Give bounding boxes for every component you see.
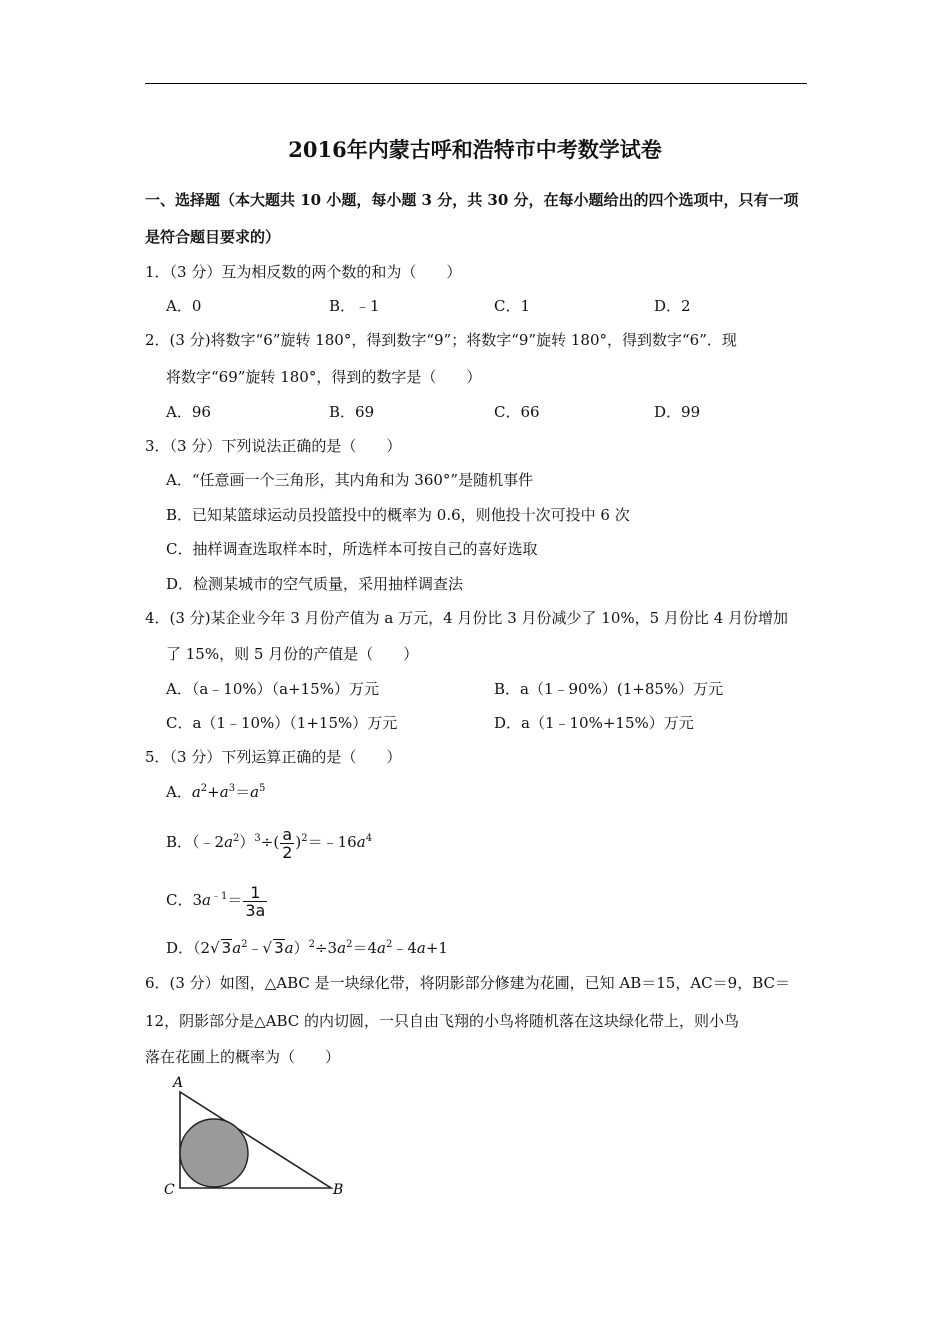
q1-option-c: C．1 (494, 297, 531, 315)
q3-stem: 3．（3 分）下列说法正确的是（ ） (145, 437, 402, 455)
sqrt-symbol-icon: √ (210, 939, 220, 957)
q2-option-c: C．66 (494, 403, 540, 421)
q4-option-d: D．a（1﹣10%+15%）万元 (494, 714, 694, 732)
q3-option-d: D．检测某城市的空气质量，采用抽样调查法 (166, 575, 464, 593)
q3-option-b: B．已知某篮球运动员投篮投中的概率为 0.6，则他投十次可投中 6 次 (166, 506, 630, 524)
vertex-label-b: B (333, 1182, 344, 1198)
section-heading-line1: 一、选择题（本大题共 10 小题，每小题 3 分，共 30 分，在每小题给出的四个选项中，只有一项 (145, 191, 799, 209)
q2-stem-line2: 将数字“69”旋转 180°，得到的数字是（ ） (166, 368, 482, 386)
q3-option-c: C．抽样调查选取样本时，所选样本可按自己的喜好选取 (166, 540, 538, 558)
q6-stem-line2: 12，阴影部分是△ABC 的内切圆，一只自由飞翔的小鸟将随机落在这块绿化带上，则小鸟 (145, 1012, 740, 1030)
q4-option-c: C．a（1﹣10%）（1+15%）万元 (166, 714, 398, 732)
q3-option-a: A．“任意画一个三角形，其内角和为 360°”是随机事件 (166, 471, 534, 489)
sqrt-symbol-icon: √ (262, 939, 273, 957)
q2-option-d: D．99 (654, 403, 701, 421)
q5-option-d: D．（2√ $3a^2﹣√$ $3a)^2\div 3a^2=4a^2﹣4a+1$ (166, 939, 448, 957)
q5-option-a: A．$a^2+a^3=a^5$ (166, 783, 266, 801)
q4-option-a: A．（a﹣10%）（a+15%）万元 (166, 680, 379, 698)
q2-option-b: B．69 (329, 403, 375, 421)
q1-option-a: A．0 (166, 297, 202, 315)
fraction-a-over-2: $\frac{a}{2}$ (282, 824, 293, 862)
vertex-label-c: C (164, 1182, 175, 1198)
q2-stem-line1: 2．(3 分)将数字“6”旋转 180°，得到数字“9”；将数字“9”旋转 180°，得到数字“6”．现 (145, 331, 737, 349)
triangle-incircle-figure (155, 1070, 360, 1205)
q4-stem-line1: 4．(3 分)某企业今年 3 月份产值为 a 万元，4 月份比 3 月份减少了 10%，5 月份比 4 月份增加 (145, 609, 789, 627)
q6-stem-line3: 落在花圃上的概率为（ ） (145, 1048, 341, 1066)
fraction-1-over-3a: $\frac{1}{3a}$ (245, 882, 266, 920)
q5-stem: 5．（3 分）下列运算正确的是（ ） (145, 748, 402, 766)
q1-stem: 1．（3 分）互为相反数的两个数的和为（ ） (145, 263, 462, 281)
page-title: 2016年内蒙古呼和浩特市中考数学试卷 (288, 137, 662, 162)
q1-option-d: D．2 (654, 297, 691, 315)
q5-option-b: B．$(﹣2a^2)^3\div$( $\frac{a}{2}$ )$^2=﹣16a^4$ (166, 824, 373, 862)
q4-stem-line2: 了 15%，则 5 月份的产值是（ ） (166, 645, 419, 663)
incircle (180, 1119, 248, 1187)
section-heading-line2: 是符合题目要求的） (145, 228, 281, 246)
q5-option-c: C．$3a^{﹣1}=$ $\frac{1}{3a}$ (166, 882, 266, 920)
q1-option-b: B．﹣1 (329, 297, 380, 315)
q4-option-b: B．a（1﹣90%）(1+85%）万元 (494, 680, 724, 698)
header-rule (145, 83, 807, 84)
q2-option-a: A．96 (166, 403, 211, 421)
vertex-label-a: A (173, 1075, 184, 1091)
q6-stem-line1: 6．(3 分）如图，△ABC 是一块绿化带，将阴影部分修建为花圃，已知 AB＝15，AC＝9，BC＝ (145, 974, 790, 992)
